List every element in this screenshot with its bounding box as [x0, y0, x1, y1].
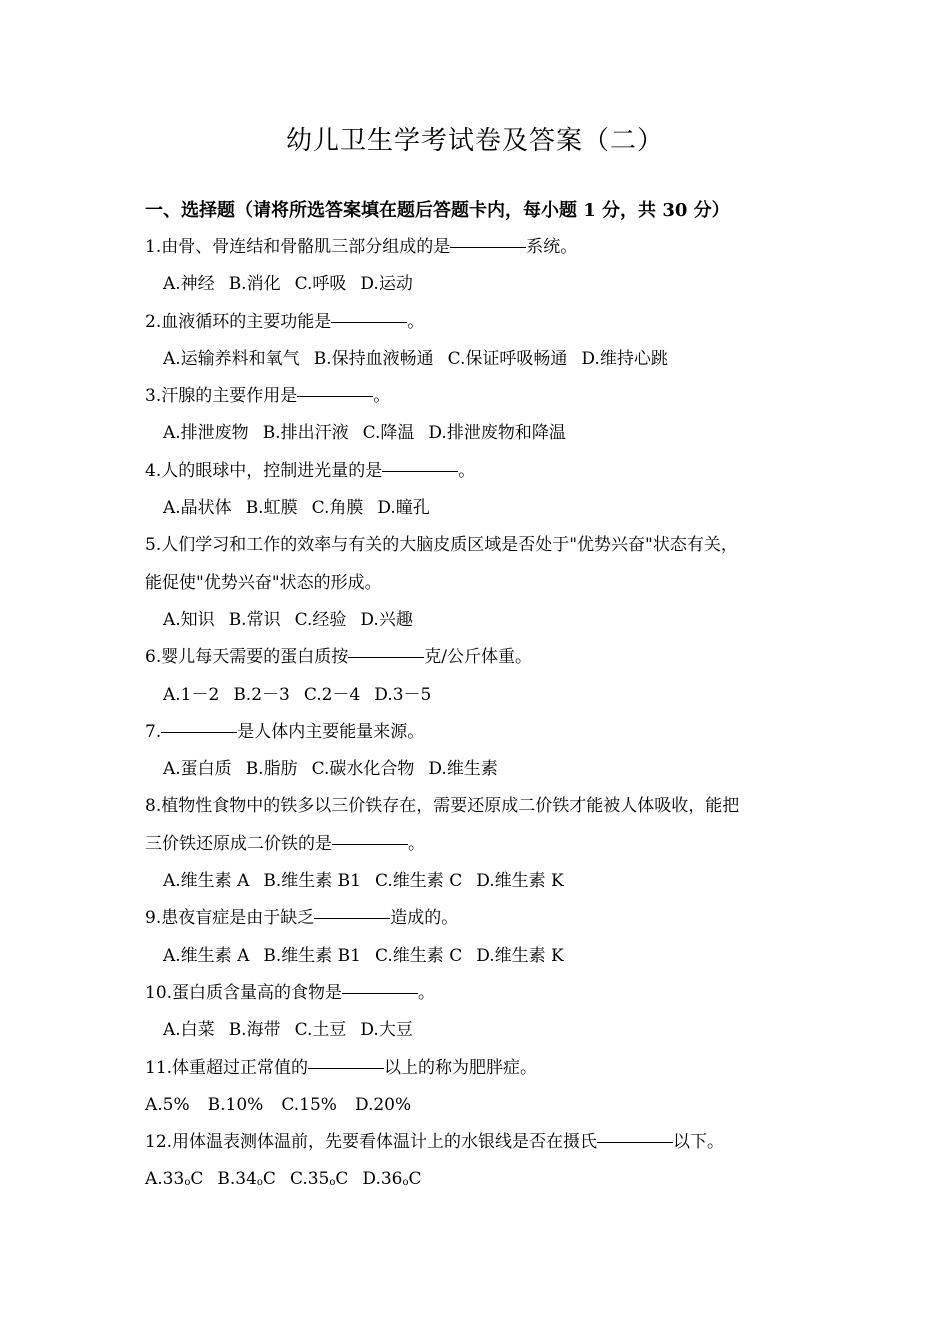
option: D.维生素 [428, 759, 498, 780]
option: C.维生素 C [374, 945, 463, 966]
options-5 [145, 602, 825, 639]
question-8: 8.植物性食物中的铁多以三价铁存在，需要还原成二价铁才能被人体吸收，能把 [145, 796, 740, 817]
option: B.脂肪 [245, 759, 298, 780]
section-heading: 一、选择题（请将所选答案填在题后答题卡内，每小题 1 分，共 30 分） [145, 200, 730, 221]
option: A.1－2 [163, 684, 220, 705]
option: A.神经 [163, 274, 215, 295]
option: C.35oC [289, 1169, 349, 1190]
option: C.经验 [294, 609, 347, 630]
answer-blank [331, 321, 407, 323]
option: A.白菜 [163, 1020, 215, 1041]
option: B.34oC [217, 1169, 276, 1190]
option: D.36oC [362, 1169, 422, 1190]
option: C.土豆 [294, 1020, 347, 1041]
question-list [145, 229, 825, 1199]
options-4 [145, 490, 825, 527]
options-2 [145, 341, 825, 378]
question-9: 9.患夜盲症是由于缺乏 造成的。 [145, 908, 459, 929]
answer-blank [161, 731, 237, 733]
option: C.呼吸 [294, 274, 347, 295]
options-11 [145, 1087, 825, 1124]
option: D.瞳孔 [377, 498, 430, 519]
answer-blank [342, 992, 418, 994]
option: A.5% [145, 1094, 190, 1115]
option: D.运动 [360, 274, 413, 295]
answer-blank [332, 843, 408, 845]
question-7: 7. 是人体内主要能量来源。 [145, 721, 425, 742]
answer-blank [308, 1067, 384, 1069]
option: A.运输养料和氧气 [163, 348, 300, 369]
option: C.保证呼吸畅通 [447, 348, 568, 369]
option: A.维生素 A [163, 871, 250, 892]
question-5-cont: 能促使"优势兴奋"状态的形成。 [145, 572, 382, 593]
question-12: 12.用体温表测体温前，先要看体温计上的水银线是否在摄氏 以下。 [145, 1132, 725, 1153]
question-10: 10.蛋白质含量高的食物是 。 [145, 982, 436, 1003]
option: B.排出汗液 [262, 423, 349, 444]
question-1: 1.由骨、骨连结和骨骼肌三部分组成的是 系统。 [145, 237, 578, 257]
option: B.消化 [228, 274, 281, 295]
options-3 [145, 415, 825, 452]
option: A.维生素 A [163, 945, 250, 966]
answer-blank [382, 470, 458, 472]
question-2: 2.血液循环的主要功能是 。 [145, 311, 425, 332]
option: B.常识 [228, 609, 281, 630]
option: A.蛋白质 [163, 759, 232, 780]
options-7 [145, 751, 825, 788]
option: C.碳水化合物 [311, 759, 415, 780]
answer-blank [314, 917, 390, 919]
option: C.2－4 [303, 684, 361, 705]
question-8-cont: 三价铁还原成二价铁的是 。 [145, 833, 425, 854]
answer-blank [348, 656, 424, 658]
option: A.排泄废物 [163, 423, 249, 444]
option: B.维生素 B1 [263, 871, 361, 892]
option: A.知识 [163, 609, 215, 630]
option: B.海带 [228, 1020, 281, 1041]
option: B.虹膜 [245, 498, 298, 519]
answer-blank [450, 246, 526, 248]
page-title: 幼儿卫生学考试卷及答案（二） [285, 126, 664, 156]
option: D.3－5 [374, 684, 432, 705]
options-6 [145, 677, 825, 714]
option: A.33oC [145, 1169, 204, 1190]
option: D.兴趣 [360, 609, 413, 630]
question-4: 4.人的眼球中，控制进光量的是 。 [145, 460, 476, 481]
question-3: 3.汗腺的主要作用是 。 [145, 386, 391, 407]
question-6: 6.婴儿每天需要的蛋白质按 克/公斤体重。 [145, 647, 532, 668]
options-8 [145, 863, 825, 900]
option: C.角膜 [311, 498, 364, 519]
options-10 [145, 1012, 825, 1049]
option: D.排泄废物和降温 [428, 423, 566, 444]
option: C.维生素 C [374, 871, 463, 892]
option: B.10% [207, 1094, 264, 1115]
option: D.大豆 [360, 1020, 413, 1041]
option: D.维生素 K [476, 945, 564, 966]
answer-blank [597, 1141, 673, 1143]
option: C.降温 [362, 423, 415, 444]
answer-blank [297, 395, 373, 397]
question-11: 11.体重超过正常值的 以上的称为肥胖症。 [145, 1057, 538, 1078]
option: B.保持血液畅通 [313, 348, 434, 369]
option: D.维持心跳 [581, 348, 668, 369]
option: A.晶状体 [163, 498, 232, 519]
option: D.维生素 K [476, 871, 564, 892]
option: B.维生素 B1 [263, 945, 361, 966]
options-12 [145, 1161, 825, 1198]
options-1 [145, 266, 825, 303]
options-9 [145, 938, 825, 975]
option: B.2－3 [233, 684, 290, 705]
option: C.15% [281, 1094, 337, 1115]
question-5: 5.人们学习和工作的效率与有关的大脑皮质区域是否处于"优势兴奋"状态有关， [145, 535, 738, 556]
option: D.20% [354, 1094, 412, 1115]
